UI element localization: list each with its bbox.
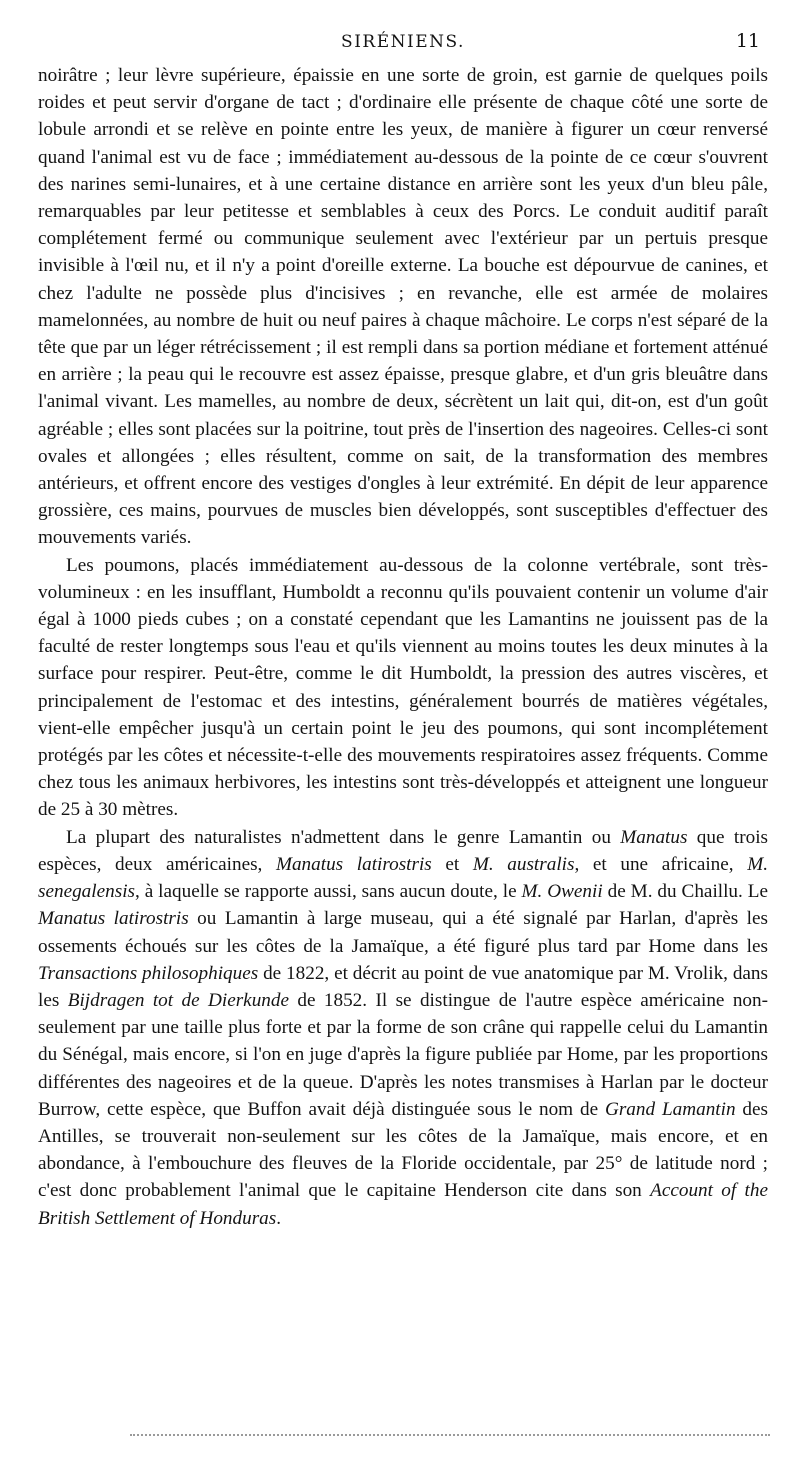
paragraph-lungs [38,552,768,824]
text-run: de M. du Chaillu. Le [602,881,768,903]
text-run: Les poumons, placés immédiatement au-dessous de la colonne vertébrale, sont très-volumineux : en les insufflant, Humboldt a reconnu qu'ils pouvaient contenir un volume d'air égal à 1000 pieds cubes ; on a constaté cependant que les Lamantins ne jouissent pas de la faculté de rester longtemps sous l'eau et qu'ils viennent au moins toutes les deux minutes à la surface pour respirer. Peut-être, comme le dit Humboldt, la pression des autres viscères, et principalement de l'estomac et des intestins, généralement bourrés de matières végétales, vient-elle empêcher jusqu'à un certain point le jeu des poumons, qui sont incomplétement protégés par les côtes et nécessite-t-elle des mouvements respiratoires assez fréquents. Comme chez tous les animaux herbivores, les intestins sont très-développés et atteignent une longueur de 25 à 30 mètres. [38,554,768,821]
text-run: que trois espèces, deux américaines, [38,826,768,875]
italic-term: Transactions philosophiques [38,962,259,984]
text-run: , et une africaine, [574,853,748,875]
text-run: de 1822, et décrit au point de vue anatomique par M. Vrolik, dans les [38,962,768,1011]
text-run: de 1852. Il se distingue de l'autre espèce américaine non-seulement par une taille plus forte et par la forme de son crâne qui rappelle celui du Lamantin du Sénégal, mais encore, si l'on en juge d'après la figure publiée par Home, par les proportions différentes des nageoires et de la queue. D'après les notes transmises à Harlan par le docteur Burrow, cette espèce, que Buffon avait déjà distinguée sous le nom de [38,989,768,1120]
italic-term: Manatus latirostris [275,853,432,875]
paragraph-species [38,824,768,1232]
text-run: noirâtre ; leur lèvre supérieure, épaissie en une sorte de groin, est garnie de quelques poils roides et peut servir d'organe de tact ; d'ordinaire elle présente de chaque côté une sorte de lobule arrondi et se relève en pointe entre les yeux, de manière à figurer un cœur renversé quand l'animal est vu de face ; immédiatement au-dessous de la pointe de ce cœur s'ouvrent des narines semi-lunaires, et à une certaine distance en arrière sont les yeux d'un bleu pâle, remarquables par leur petitesse et semblables à ceux des Porcs. Le conduit auditif paraît complétement fermé ou communique seulement avec l'extérieur par un pertuis presque invisible à l'œil nu, et il n'y a point d'oreille externe. La bouche est dépourvue de canines, et chez l'adulte ne possède plus d'incisives ; en revanche, elle est armée de molaires mamelonnées, au nombre de huit ou neuf paires à chaque mâchoire. Le corps n'est séparé de la tête que par un léger rétrécissement ; il est rempli dans sa portion médiane et fortement atténué en arrière ; la peau qui le recouvre est assez épaisse, presque glabre, et d'un gris bleuâtre dans l'animal vivant. Les mamelles, au nombre de deux, sécrètent un lait qui, dit-on, est d'un goût agréable ; elles sont placées sur la poitrine, tout près de l'insertion des nageoires. Celles-ci sont ovales et allongées ; elles résultent, comme on sait, de la transformation des membres antérieurs, et offrent encore des vestiges d'ongles à leur extrémité. En dépit de leur apparence grossière, ces mains, pourvues de muscles bien développés, sont susceptibles d'effectuer des mouvements variés. [38,65,768,549]
italic-term: Grand Lamantin [604,1098,736,1120]
italic-term: Bijdragen tot de Dierkunde [67,989,289,1011]
text-run: des Antilles, se trouverait non-seulement sur les côtes de la Jamaïque, mais encore, et en abondance, à l'embouchure des fleuves de la Floride occidentale, par 25° de latitude nord ; c'est donc probablement l'animal que le capitaine Henderson cite dans son [38,1098,769,1202]
text-body [38,62,768,1232]
italic-term: M. Owenii [521,881,603,903]
italic-term: Manatus latirostris [38,908,189,930]
italic-term: Account of the British Settlement of Honduras [38,1180,768,1229]
italic-term: Manatus [620,826,688,848]
italic-term: M. australis [472,853,575,875]
text-run: et [431,853,473,875]
paragraph-anatomy [38,62,768,552]
running-title: SIRÉNIENS. [341,32,465,52]
bottom-dotted-rule [130,1434,770,1438]
page-number: 11 [735,30,760,52]
text-run: , à laquelle se rapporte aussi, sans aucun doute, le [135,881,522,903]
italic-term: M. senegalensis [38,853,768,903]
text-run: La plupart des naturalistes n'admettent dans le genre Lamantin ou [66,826,621,848]
running-head [38,30,768,58]
text-run: ou Lamantin à large museau, qui a été signalé par Harlan, d'après les ossements échoués sur les côtes de la Jamaïque, a été figuré plus tard par Home dans les [38,908,768,957]
text-run: . [276,1207,282,1229]
